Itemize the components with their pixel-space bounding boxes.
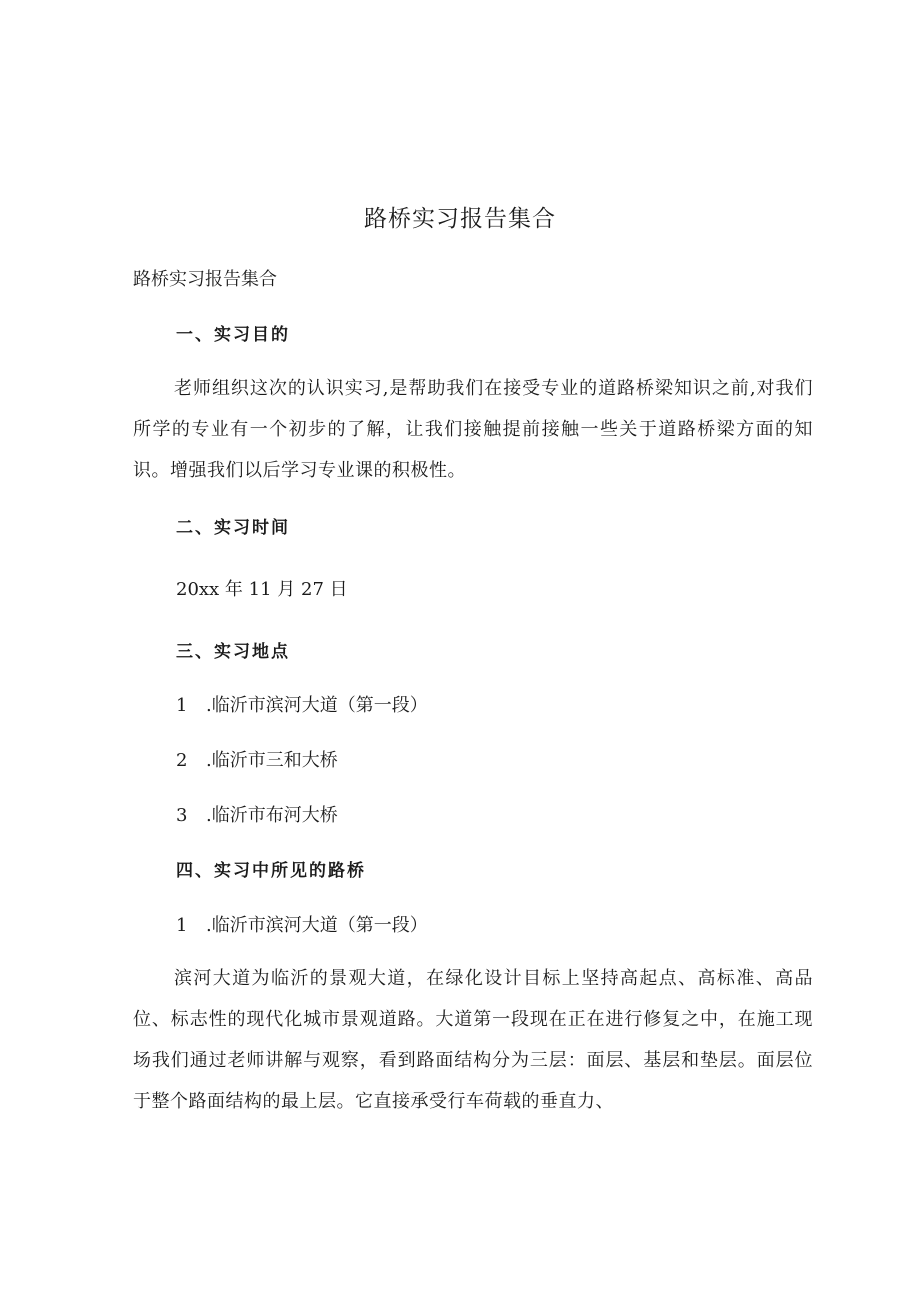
- document-subtitle: 路桥实习报告集合: [133, 269, 277, 290]
- location-item-text: .临沂市三和大桥: [206, 750, 338, 771]
- location-item-number: 3: [176, 805, 188, 826]
- location-item-text: .临沂市布河大桥: [206, 805, 338, 826]
- section-heading-time: 二、实习时间: [176, 518, 290, 538]
- observed-paragraph: 滨河大道为临沂的景观大道，在绿化设计目标上坚持高起点、高标准、高品位、标志性的现代化城市景观道路。大道第一段现在正在进行修复之中，在施工现场我们通过老师讲解与观察，看到路面结构分为三层：面层、基层和垫层。面层位于整个路面结构的最上层。它直接承受行车荷载的垂直力、: [133, 968, 813, 1112]
- location-item: [176, 803, 338, 829]
- section-heading-observed: 四、实习中所见的路桥: [176, 861, 366, 881]
- observed-item-number: 1: [176, 915, 188, 936]
- location-item: [176, 693, 428, 719]
- location-item-number: 1: [176, 695, 188, 716]
- section-heading-location: 三、实习地点: [176, 642, 290, 662]
- location-item: [176, 748, 338, 774]
- internship-date: 20xx 年 11 月 27 日: [176, 579, 348, 600]
- location-item-text: .临沂市滨河大道（第一段）: [206, 695, 428, 716]
- section-heading-purpose: 一、实习目的: [176, 325, 290, 345]
- document-title: 路桥实习报告集合: [364, 206, 556, 232]
- location-item-number: 2: [176, 750, 188, 771]
- purpose-paragraph: 老师组织这次的认识实习,是帮助我们在接受专业的道路桥梁知识之前,对我们所学的专业有一个初步的了解，让我们接触提前接触一些关于道路桥梁方面的知识。增强我们以后学习专业课的积极性。: [133, 378, 813, 481]
- observed-item: [176, 913, 428, 939]
- observed-item-text: .临沂市滨河大道（第一段）: [206, 915, 428, 936]
